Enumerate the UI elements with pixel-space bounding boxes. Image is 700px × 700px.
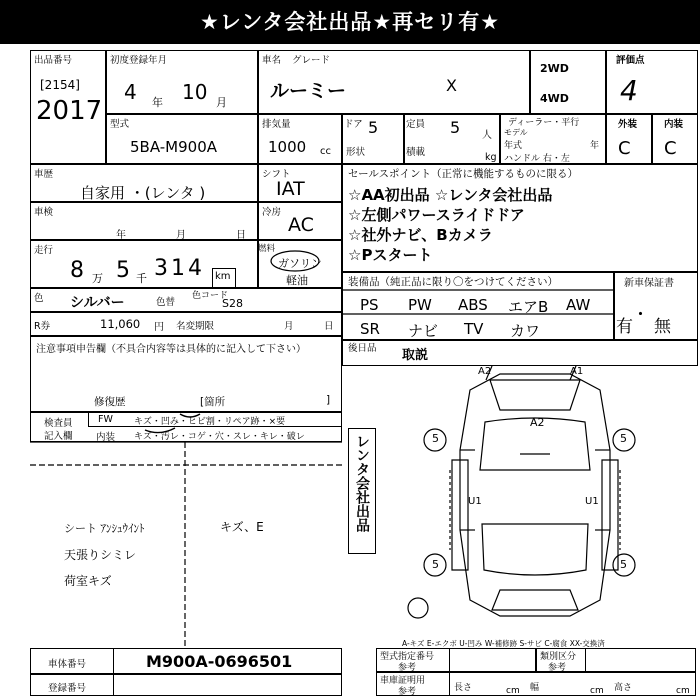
lot-year: 2017 xyxy=(36,96,103,126)
first-reg-label: 初度登録年月 xyxy=(110,55,168,66)
history-value: 自家用 ・(レンタ ) xyxy=(80,184,206,202)
mark-hood: A2 xyxy=(530,416,545,429)
kg-unit: kg xyxy=(485,152,497,163)
color-value: シルバー xyxy=(70,295,125,311)
cert-length-unit: cm xyxy=(506,686,520,696)
grade-label: グレード xyxy=(292,55,331,66)
type-desig-label: 型式指定番号 xyxy=(380,652,435,662)
handle-label: ハンドル 右・左 xyxy=(504,154,570,164)
displacement-value: 1000 xyxy=(268,138,307,156)
equip-navi: ナビ xyxy=(408,322,439,340)
equip-aw: AW xyxy=(566,296,591,314)
damage-legend: A-キズ E-エクボ U-凹み W-補修跡 S-サビ C-腐食 XX-交換済 xyxy=(402,639,605,648)
shift-label: シフト xyxy=(262,169,291,180)
mileage-label: 走行 xyxy=(34,245,54,256)
fuel-diesel: 軽油 xyxy=(286,274,308,287)
sales-item-3: ☆社外ナビ、Bカメラ xyxy=(348,226,493,244)
cert-length: 長さ xyxy=(454,683,473,693)
deadline-day-unit: 日 xyxy=(324,321,334,332)
class-label: 類別区分 xyxy=(540,652,577,662)
tire-rl: 5 xyxy=(432,558,439,571)
drive-2wd: 2WD xyxy=(540,62,569,75)
tire-fr: 5 xyxy=(620,432,627,445)
rental-banner: ★レンタ会社出品★再セリ有★ xyxy=(0,0,700,44)
sales-item-4: ☆Pスタート xyxy=(348,246,433,264)
capacity-label: 定員 xyxy=(406,119,426,130)
color-label: 色 xyxy=(34,293,44,304)
lot-label: 出品番号 xyxy=(34,55,73,66)
first-reg-year-unit: 年 xyxy=(152,96,163,109)
cert-sub: 参考 xyxy=(398,687,417,697)
mileage-sen-unit: 千 xyxy=(136,272,147,285)
reg-label: 登録番号 xyxy=(48,683,87,694)
history-label: 車歴 xyxy=(34,169,54,180)
int-label: 内装 xyxy=(664,119,684,130)
cert-label: 車庫証明用 xyxy=(380,676,426,686)
repair-label: 修復歴 xyxy=(94,396,126,408)
recycle-unit: 円 xyxy=(154,322,164,333)
auction-sheet xyxy=(30,50,698,698)
first-reg-month: 10 xyxy=(182,80,208,104)
aircon-value: AC xyxy=(288,214,314,236)
warranty-no: 無 xyxy=(654,317,671,337)
displacement-unit: cc xyxy=(320,146,331,157)
sales-item-1: ☆AA初出品 ☆レンタ会社出品 xyxy=(348,186,553,204)
ext-label: 外装 xyxy=(618,119,638,130)
equip-sr: SR xyxy=(360,320,380,338)
aircon-label: 冷房 xyxy=(262,207,282,218)
inspection-month-unit: 月 xyxy=(176,230,186,241)
score-label: 評価点 xyxy=(616,55,645,66)
equip-pw: PW xyxy=(408,296,432,314)
mileage-man-unit: 万 xyxy=(92,272,103,285)
handwritten-line-1: シート ｱﾝｼｭｳｲﾝﾄ xyxy=(64,522,145,535)
model-value: 5BA-M900A xyxy=(130,138,218,156)
mark-front-left: A2 xyxy=(478,366,492,377)
first-reg-month-unit: 月 xyxy=(216,96,227,109)
mark-left-side: U1 xyxy=(468,496,482,507)
color-code-label: 色コード xyxy=(192,291,229,301)
shift-value: IAT xyxy=(276,178,305,200)
equip-tv: TV xyxy=(464,320,484,338)
year-label: 年式 xyxy=(504,141,523,151)
inspector-label-2: 記入欄 xyxy=(44,431,73,442)
cert-width: 幅 xyxy=(530,683,540,693)
after-day-value: 取説 xyxy=(402,348,429,363)
inspection-year-unit: 年 xyxy=(116,230,126,241)
inspector-fw: FW xyxy=(98,414,113,425)
doors-label: ドア xyxy=(344,119,363,130)
score-value: 4 xyxy=(620,74,638,107)
equipment-label: 装備品（純正品に限り〇をつけてください） xyxy=(348,276,558,288)
shape-label: 形状 xyxy=(346,147,366,158)
color-change-label: 色替 xyxy=(156,297,176,308)
deadline-month-unit: 月 xyxy=(284,321,294,332)
vehicle-diagram xyxy=(30,50,698,698)
equip-abs: ABS xyxy=(458,296,488,314)
location-label: [箇所 xyxy=(200,396,226,408)
cert-height-unit: cm xyxy=(676,686,690,696)
warranty-dot: ・ xyxy=(632,305,649,325)
first-reg-year: 4 xyxy=(124,80,137,104)
lot-number: [2154] xyxy=(40,78,80,92)
year-unit: 年 xyxy=(590,141,600,151)
mark-front-right: A1 xyxy=(570,366,584,377)
warranty-yes: 有 xyxy=(616,317,633,337)
mark-right-side: U1 xyxy=(585,496,599,507)
sales-label: セールスポイント（正常に機能するものに限る） xyxy=(348,168,579,180)
dealer-label: ディーラー・平行 xyxy=(508,118,580,128)
drive-4wd: 4WD xyxy=(540,92,569,105)
inspector-fw-text: キズ・凹み・ヒビ割・リペア跡・×要 xyxy=(134,417,286,427)
handwritten-line-1b: キズ、E xyxy=(220,520,264,534)
sales-item-2: ☆左側パワースライドドア xyxy=(348,206,525,224)
cert-width-unit: cm xyxy=(590,686,604,696)
car-name-label: 車名 xyxy=(262,55,282,66)
mileage-rest: 314 xyxy=(154,256,205,281)
tire-fl: 5 xyxy=(432,432,439,445)
int-score: C xyxy=(664,138,677,159)
loading-label: 積載 xyxy=(406,147,426,158)
notes-label: 注意事項申告欄（不具合内容等は具体的に記入して下さい） xyxy=(36,344,306,355)
equip-ps: PS xyxy=(360,296,379,314)
location-close: ] xyxy=(326,394,331,406)
car-name: ルーミー xyxy=(270,80,347,102)
chassis-label: 車体番号 xyxy=(48,659,87,670)
mileage-unit: km xyxy=(215,271,231,282)
after-day-label: 後日品 xyxy=(348,343,377,354)
chassis-value: M900A-0696501 xyxy=(146,652,293,671)
mileage-sen: 5 xyxy=(116,258,130,283)
cert-height: 高さ xyxy=(614,683,633,693)
inspection-day-unit: 日 xyxy=(236,230,246,241)
doors-value: 5 xyxy=(368,118,379,137)
inspector-label-1: 検査員 xyxy=(44,418,73,429)
class-sub: 参考 xyxy=(548,663,567,673)
fuel-label: 燃料 xyxy=(258,244,276,254)
ext-score: C xyxy=(618,138,631,159)
capacity-unit: 人 xyxy=(482,130,492,141)
recycle-label: R券 xyxy=(34,321,51,332)
deadline-label: 名変期限 xyxy=(176,321,215,332)
model-label: 型式 xyxy=(110,119,130,130)
mileage-man: 8 xyxy=(70,258,84,283)
tire-rr: 5 xyxy=(620,558,627,571)
warranty-label: 新車保証書 xyxy=(624,278,674,289)
recycle-value: 11,060 xyxy=(100,317,141,331)
type-desig-sub: 参考 xyxy=(398,663,417,673)
equip-airbag: エアB xyxy=(508,298,549,316)
inspector-in-text: キズ・汚レ・コゲ・穴・スレ・キレ・破レ xyxy=(134,432,305,442)
equip-leather: カワ xyxy=(510,322,541,340)
handwritten-line-2: 天張りシミレ xyxy=(64,548,137,562)
capacity-value: 5 xyxy=(450,118,461,137)
handwritten-line-3: 荷室キズ xyxy=(64,574,112,588)
color-code: S28 xyxy=(222,297,243,310)
inspector-in: 内装 xyxy=(96,432,116,443)
rental-stamp: レンタ会社出品 xyxy=(354,434,370,532)
car-grade: X xyxy=(446,76,457,95)
inspection-label: 車検 xyxy=(34,207,54,218)
displacement-label: 排気量 xyxy=(262,119,291,130)
fuel-gas: ガソリン xyxy=(278,257,322,270)
model-year-label: モデル xyxy=(504,128,528,137)
